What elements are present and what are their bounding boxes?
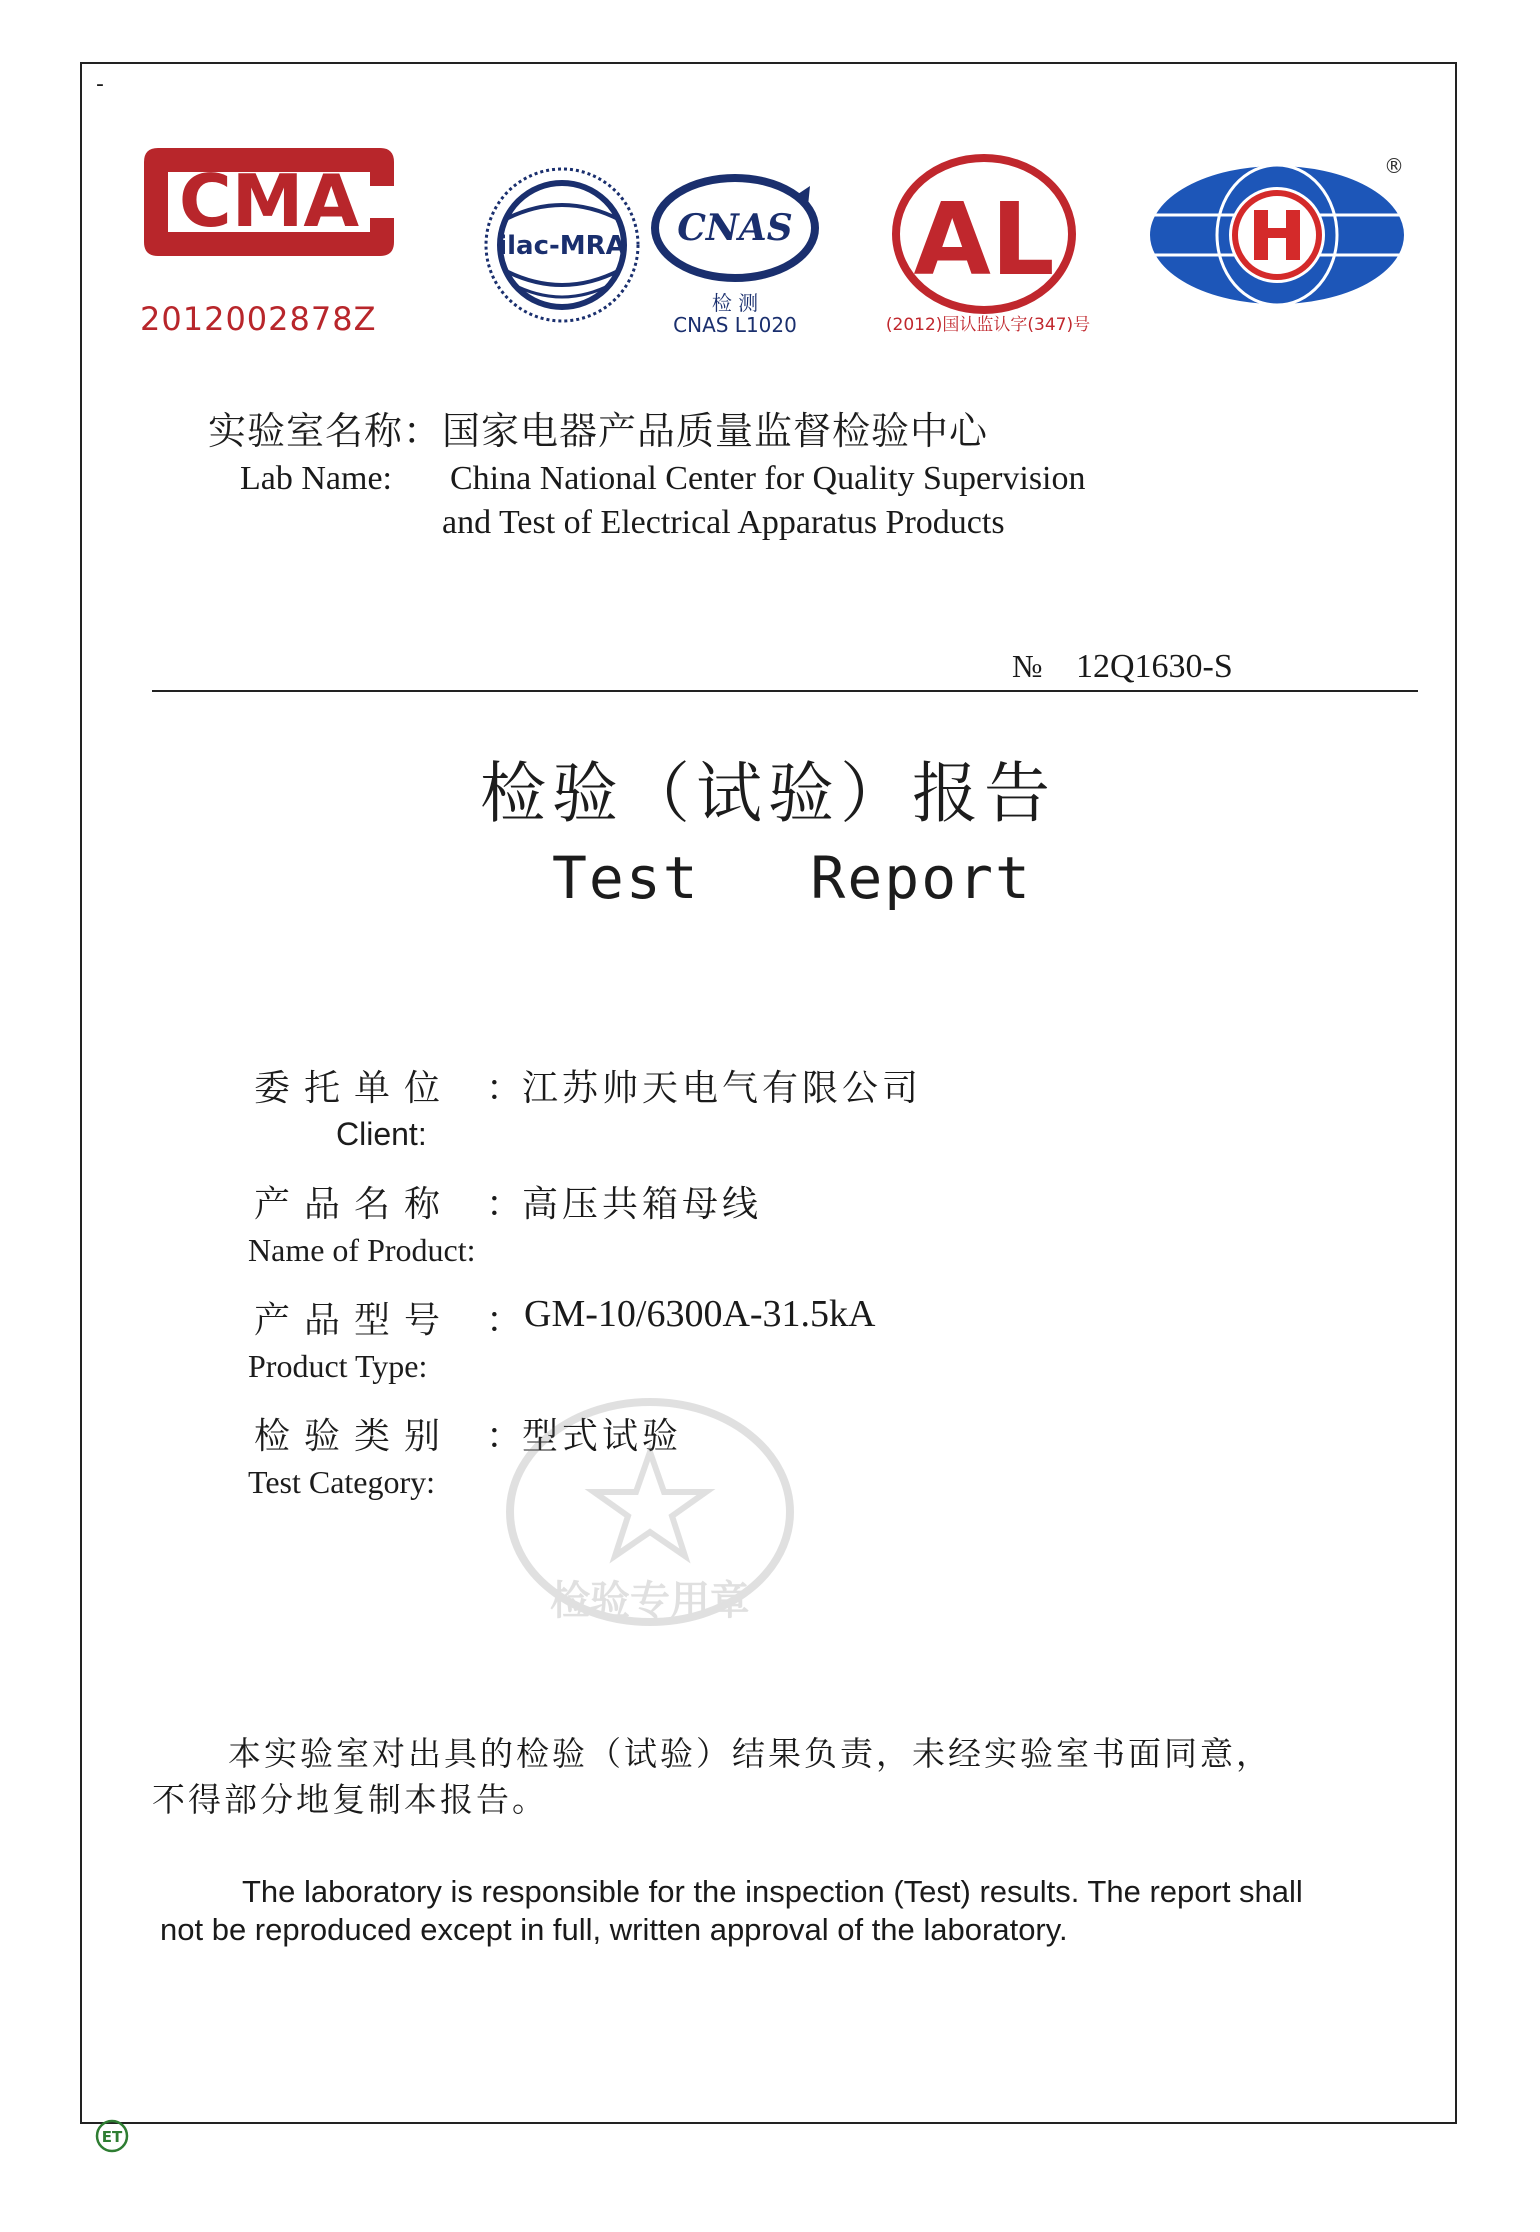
category-label-en: Test Category: [248, 1464, 436, 1500]
cnas-logo-text: CNAS [677, 207, 793, 249]
ilac-mra-logo [482, 160, 642, 330]
lab-name-en-line1: China National Center for Quality Supervision [450, 460, 1086, 497]
lab-name-label-en: Lab Name: [240, 460, 392, 497]
report-number: 12Q1630-S [1076, 648, 1233, 685]
report-title-cn: 检验（试验）报告 [480, 755, 1056, 832]
statement-en-line1: The laboratory is responsible for the inspection (Test) results. The report shall [242, 1874, 1303, 1909]
cnas-logo [650, 168, 820, 288]
corner-dash: - [96, 72, 104, 97]
ilac-mra-logo-text: ilac-MRA [498, 231, 626, 261]
type-value: GM-10/6300A-31.5kA [524, 1293, 876, 1335]
cnas-caption [650, 292, 820, 336]
registered-mark: ® [1384, 154, 1404, 178]
cma-logo-text: CMA [178, 159, 360, 243]
report-number-label: № [1012, 648, 1043, 684]
statement-cn-line2: 不得部分地复制本报告。 [152, 1780, 548, 1819]
footer-et-mark [94, 2118, 130, 2154]
lab-name-en-line2: and Test of Electrical Apparatus Products [442, 504, 1005, 541]
client-label-en: Client: [336, 1116, 427, 1152]
report-title-en: Test Report [552, 844, 1032, 912]
category-label-cn: 检验类别 [254, 1416, 455, 1457]
cnas-code: CNAS L1020 [673, 313, 797, 337]
cma-logo [138, 142, 400, 262]
al-code: (2012)国认监认字(347)号 [885, 315, 1091, 335]
category-colon: ： [486, 1416, 523, 1457]
type-label-en: Product Type: [248, 1348, 428, 1384]
statement-en-line2: not be reproduced except in full, written approval of the laboratory. [160, 1912, 1068, 1947]
type-label-cn: 产品型号 [254, 1300, 455, 1341]
al-logo-text: AL [913, 181, 1055, 298]
footer-mark-text: ET [101, 2128, 123, 2146]
type-colon: ： [486, 1300, 523, 1341]
category-value: 型式试验 [522, 1416, 683, 1457]
client-label-cn: 委托单位 [254, 1068, 455, 1109]
product-colon: ： [486, 1184, 523, 1225]
cnas-sub: 检 测 [711, 291, 759, 315]
lab-name-cn: 实验室名称：国家电器产品质量监督检验中心 [208, 409, 989, 453]
al-logo [888, 150, 1080, 318]
cma-code: 2012002878Z [140, 300, 377, 338]
client-value: 江苏帅天电气有限公司 [522, 1068, 923, 1109]
client-colon: ： [486, 1068, 523, 1109]
seal-text: 检验专用章 [550, 1578, 750, 1624]
globe-logo [1142, 160, 1412, 310]
product-value: 高压共箱母线 [522, 1184, 763, 1225]
product-label-cn: 产品名称 [254, 1184, 455, 1225]
inspection-seal [500, 1392, 800, 1652]
product-label-en: Name of Product: [248, 1232, 476, 1268]
statement-cn-line1: 本实验室对出具的检验（试验）结果负责，未经实验室书面同意， [228, 1734, 1272, 1773]
header-divider [152, 690, 1418, 692]
